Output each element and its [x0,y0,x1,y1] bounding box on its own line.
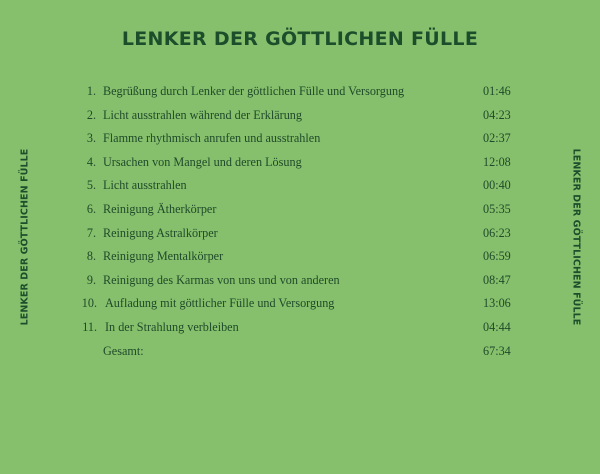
track-title: Ursachen von Mangel und deren Lösung [103,154,302,169]
track-row [0,106,600,130]
track-row [0,82,600,106]
track-number: 1. [86,84,96,98]
track-duration: 04:44 [483,319,511,334]
track-number: 2. [86,107,96,122]
track-title: In der Strahlung verbleiben [105,319,239,334]
track-number: 5. [86,178,96,193]
track-title: Reinigung Mentalkörper [103,249,224,264]
track-duration: 12:08 [483,154,511,169]
track-title: Begrüßung durch Lenker der göttlichen Fülle und Versorgung [103,84,405,98]
total-label: Gesamt: [103,344,144,358]
track-title: Licht ausstrahlen [103,178,187,193]
spine-label-left: LENKER DER GÖTTLICHEN FÜLLE [19,148,31,326]
track-row [0,247,600,271]
track-duration: 01:46 [483,84,511,98]
track-number: 11. [82,319,97,334]
track-number: 3. [86,131,96,146]
album-title: LENKER DER GÖTTLICHEN FÜLLE [121,28,479,50]
track-list [0,82,600,342]
track-title: Reinigung des Karmas von uns und von anderen [103,272,340,287]
track-duration: 05:35 [483,201,511,216]
track-title: Aufladung mit göttlicher Fülle und Versorgung [105,296,335,311]
track-row [0,129,600,153]
track-duration: 00:40 [483,178,511,193]
total-duration: 67:34 [483,344,511,358]
track-row [0,176,600,200]
track-duration: 13:06 [483,296,511,311]
track-number: 10. [81,296,97,311]
track-number: 4. [86,154,96,169]
spine-label-right: LENKER DER GÖTTLICHEN FÜLLE [570,148,582,326]
track-row [0,294,600,318]
track-duration: 04:23 [483,107,511,122]
track-number: 8. [86,249,96,264]
track-title: Reinigung Astralkörper [103,225,218,240]
total-row [0,342,600,362]
track-duration: 06:59 [483,249,511,264]
track-title: Licht ausstrahlen während der Erklärung [103,107,302,122]
track-duration: 06:23 [483,225,511,240]
track-duration: 08:47 [483,272,511,287]
track-row [0,200,600,224]
track-duration: 02:37 [483,131,511,146]
track-number: 6. [86,201,96,216]
track-title: Reinigung Ätherkörper [103,201,217,216]
track-row [0,153,600,177]
track-number: 9. [86,272,96,287]
track-row [0,318,600,342]
track-row [0,271,600,295]
track-title: Flamme rhythmisch anrufen und ausstrahlen [103,131,321,146]
track-row [0,224,600,248]
track-number: 7. [86,225,96,240]
